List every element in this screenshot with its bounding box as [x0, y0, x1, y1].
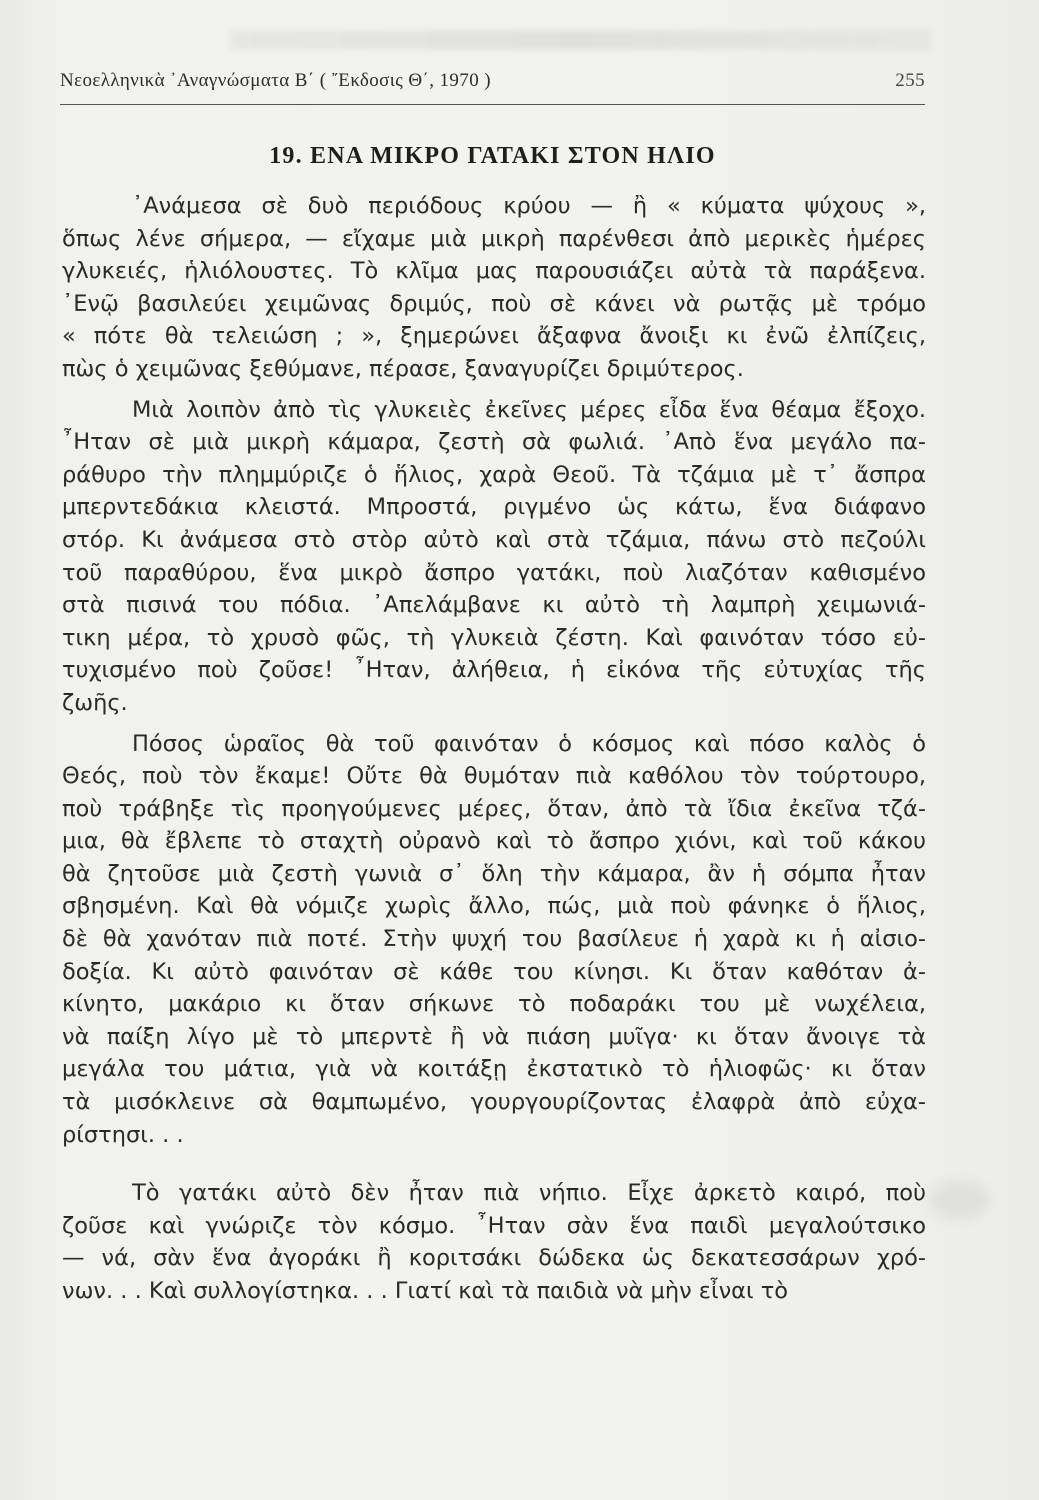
- page-number: 255: [895, 70, 925, 91]
- header-rule: [60, 104, 925, 105]
- text-line: ζωῆς.: [62, 689, 128, 716]
- paragraph: [62, 190, 926, 386]
- text-line: « πότε θὰ τελειώση ; », ξημερώνει ἄξαφνα ἄνοιξι κι ἐνῶ ἐλπίζεις,: [62, 323, 926, 350]
- text-line: δὲ θὰ χανόταν πιὰ ποτέ. Στὴν ψυχή του βασίλευε ἡ χαρὰ κι ἡ αἰσιο-: [62, 926, 926, 953]
- running-header: [60, 70, 925, 100]
- text-line: πὼς ὁ χειμῶνας ξεθύμανε, πέρασε, ξαναγυρίζει δριμύτερος.: [62, 355, 744, 382]
- paragraph: [62, 1177, 926, 1307]
- text-line: Θεός, ποὺ τὸν ἔκαμε! Οὔτε θὰ θυμόταν πιὰ καθόλου τὸν τούρτουρο,: [62, 763, 926, 790]
- show-through-text: [230, 30, 930, 50]
- text-line: σβησμένη. Καὶ θὰ νόμιζε χωρὶς ἄλλο, πώς, μιὰ ποὺ φάνηκε ὁ ἥλιος,: [62, 893, 926, 920]
- text-line: κίνητο, μακάριο κι ὅταν σήκωνε τὸ ποδαράκι του μὲ νωχέλεια,: [62, 991, 926, 1018]
- text-line: τικη μέρα, τὸ χρυσὸ φῶς, τὴ γλυκειὰ ζέστη. Καὶ φαινόταν τόσο εὐ-: [62, 624, 926, 651]
- body-text: [62, 190, 926, 1308]
- text-line: ᾿Ανάμεσα σὲ δυὸ περιόδους κρύου — ἢ « κύματα ψύχους »,: [132, 193, 926, 219]
- text-line: ὅπως λένε σήμερα, — εἴχαμε μιὰ μικρὴ παρένθεσι ἀπὸ μερικὲς ἡμέρες: [62, 225, 926, 252]
- text-line: ποὺ τράβηξε τὶς προηγούμενες μέρες, ὅταν, ἀπὸ τὰ ἴδια ἐκεῖνα τζά-: [62, 795, 926, 822]
- text-line: μια, θὰ ἔβλεπε τὸ σταχτὴ οὐρανὸ καὶ τὸ ἄσπρο χιόνι, καὶ τοῦ κάκου: [62, 828, 926, 855]
- text-line: Πόσος ὡραῖος θὰ τοῦ φαινόταν ὁ κόσμος καὶ πόσο καλὸς ὁ: [132, 730, 926, 757]
- page-smudge: [930, 1180, 990, 1220]
- text-line: Τὸ γατάκι αὐτὸ δὲν ἦταν πιὰ νήπιο. Εἶχε ἀρκετὸ καιρό, ποὺ: [132, 1180, 926, 1207]
- text-line: — νά, σὰν ἕνα ἀγοράκι ἢ κοριτσάκι δώδεκα ὡς δεκατεσσάρων χρό-: [62, 1245, 926, 1272]
- paragraph-gap: [62, 1151, 926, 1177]
- paragraph: [62, 394, 926, 720]
- text-line: τὰ μισόκλεινε σὰ θαμπωμένο, γουργουρίζοντας ἐλαφρὰ ἀπὸ εὐχα-: [62, 1089, 926, 1116]
- text-line: γλυκειές, ἡλιόλουστες. Τὸ κλῖμα μας παρουσιάζει αὐτὰ τὰ παράξενα.: [62, 258, 926, 285]
- text-line: ρίστησι. . .: [62, 1121, 184, 1148]
- text-line: μεγάλα του μάτια, γιὰ νὰ κοιτάξῃ ἐκστατικὸ τὸ ἡλιοφῶς· κι ὅταν: [62, 1056, 926, 1083]
- text-line: ράθυρο τὴν πλημμύριζε ὁ ἥλιος, χαρὰ Θεοῦ. Τὰ τζάμια μὲ τ᾿ ἄσπρα: [62, 461, 926, 488]
- text-line: ζοῦσε καὶ γνώριζε τὸν κόσμο. ῏Ηταν σὰν ἕνα παιδὶ μεγαλούτσικο: [62, 1212, 926, 1239]
- text-line: μπερντεδάκια κλειστά. Μπροστά, ριγμένο ὡς κάτω, ἕνα διάφανο: [62, 494, 926, 521]
- text-line: ᾿Ενῷ βασιλεύει χειμῶνας δριμύς, ποὺ σὲ κάνει νὰ ρωτᾷς μὲ τρόμο: [62, 290, 926, 317]
- text-line: στὰ πισινά του πόδια. ᾿Απελάμβανε κι αὐτὸ τὴ λαμπρὴ χειμωνιά-: [62, 592, 926, 619]
- text-line: τοῦ παραθύρου, ἕνα μικρὸ ἄσπρο γατάκι, ποὺ λιαζόταν καθισμένο: [62, 559, 926, 586]
- text-line: στόρ. Κι ἀνάμεσα στὸ στὸρ αὐτὸ καὶ στὰ τζάμια, πάνω στὸ πεζούλι: [62, 526, 926, 553]
- text-line: θὰ ζητοῦσε μιὰ ζεστὴ γωνιὰ σ᾿ ὅλη τὴν κάμαρα, ἂν ἡ σόμπα ἦταν: [62, 860, 926, 887]
- text-line: ῏Ηταν σὲ μιὰ μικρὴ κάμαρα, ζεστὴ σὰ φωλιά. ᾿Απὸ ἕνα μεγάλο πα-: [62, 429, 926, 456]
- text-line: Μιὰ λοιπὸν ἀπὸ τὶς γλυκειὲς ἐκεῖνες μέρες εἶδα ἕνα θέαμα ἔξοχο.: [132, 396, 926, 423]
- text-line: δοξία. Κι αὐτὸ φαινόταν σὲ κάθε του κίνησι. Κι ὅταν καθόταν ἀ-: [62, 958, 926, 985]
- text-line: νὰ παίξη λίγο μὲ τὸ μπερντὲ ἢ νὰ πιάση μυῖγα· κι ὅταν ἄνοιγε τὰ: [62, 1023, 926, 1050]
- chapter-title: 19. ΕΝΑ ΜΙΚΡΟ ΓΑΤΑΚΙ ΣΤΟΝ ΗΛΙΟ: [269, 143, 716, 169]
- text-line: νων. . . Καὶ συλλογίστηκα. . . Γιατί καὶ τὰ παιδιὰ νὰ μὴν εἶναι τὸ: [62, 1278, 789, 1304]
- paragraph-gap: [62, 720, 926, 728]
- text-line: τυχισμένο ποὺ ζοῦσε! ῏Ηταν, ἀλήθεια, ἡ εἰκόνα τῆς εὐτυχίας τῆς: [62, 657, 926, 684]
- running-title: Νεοελληνικὰ ᾿Αναγνώσματα Β΄ ( ῎Εκδοσις Θ΄, 1970 ): [60, 70, 491, 91]
- paragraph-gap: [62, 386, 926, 394]
- paragraph: [62, 728, 926, 1152]
